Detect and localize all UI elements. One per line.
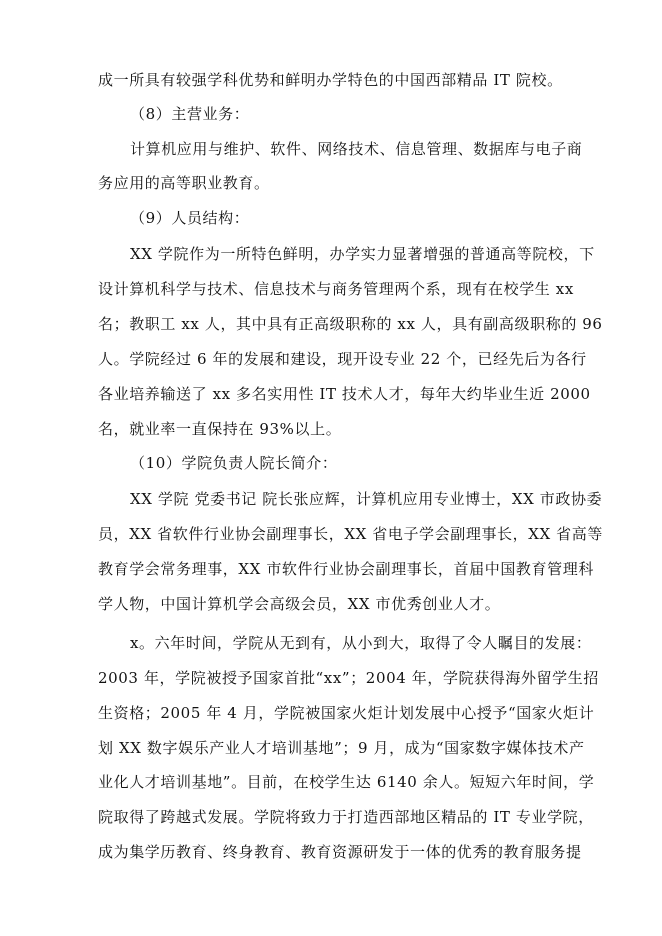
paragraph-line: 计算机应用与维护、软件、网络技术、信息管理、数据库与电子商 bbox=[130, 140, 583, 158]
section-heading-main-business: （8）主营业务： bbox=[130, 105, 250, 123]
paragraph-line: 2003 年，学院被授予国家首批“xx”；2004 年，学院获得海外留学生招 bbox=[98, 669, 599, 687]
paragraph-line: 名；教职工 xx 人，其中具有正高级职称的 xx 人，具有副高级职称的 96 bbox=[98, 315, 603, 333]
paragraph-line: 划 XX 数字娱乐产业人才培训基地”；9 月，成为“国家数字媒体技术产 bbox=[98, 739, 585, 757]
paragraph-line: 员，XX 省软件行业协会副理事长，XX 省电子学会副理事长，XX 省高等 bbox=[98, 525, 603, 543]
paragraph-line: 教育学会常务理事，XX 市软件行业协会副理事长，首届中国教育管理科 bbox=[98, 560, 594, 578]
paragraph-line: 名，就业率一直保持在 93%以上。 bbox=[98, 420, 342, 438]
paragraph-line: x。六年时间，学院从无到有，从小到大，取得了令人瞩目的发展： bbox=[130, 634, 592, 652]
paragraph-line: 各业培养输送了 xx 多名实用性 IT 技术人才，每年大约毕业生近 2000 bbox=[98, 385, 591, 403]
paragraph-line: 人。学院经过 6 年的发展和建设，现开设专业 22 个，已经先后为各行 bbox=[98, 350, 587, 368]
section-heading-president-profile: （10）学院负责人院长简介： bbox=[130, 454, 338, 472]
paragraph-line: 生资格；2005 年 4 月，学院被国家火炬计划发展中心授予“国家火炬计 bbox=[98, 704, 595, 722]
paragraph-line: 业化人才培训基地”。目前，在校学生达 6140 余人。短短六年时间，学 bbox=[98, 773, 595, 791]
paragraph-line: XX 学院作为一所特色鲜明，办学实力显著增强的普通高等院校，下 bbox=[130, 245, 595, 263]
paragraph-line: 设计算机科学与技术、信息技术与商务管理两个系，现有在校学生 xx bbox=[98, 280, 574, 298]
paragraph-line: 院取得了跨越式发展。学院将致力于打造西部地区精品的 IT 专业学院， bbox=[98, 808, 594, 826]
section-heading-staff-structure: （9）人员结构： bbox=[130, 209, 250, 227]
paragraph-line: 成为集学历教育、终身教育、教育资源研发于一体的优秀的教育服务提 bbox=[98, 843, 582, 861]
paragraph-line: XX 学院 党委书记 院长张应辉，计算机应用专业博士，XX 市政协委 bbox=[130, 490, 603, 508]
paragraph-line: 成一所具有较强学科优势和鲜明办学特色的中国西部精品 IT 院校。 bbox=[98, 71, 563, 89]
paragraph-line: 学人物，中国计算机学会高级会员，XX 市优秀创业人才。 bbox=[98, 595, 501, 613]
paragraph-line: 务应用的高等职业教育。 bbox=[98, 174, 270, 192]
